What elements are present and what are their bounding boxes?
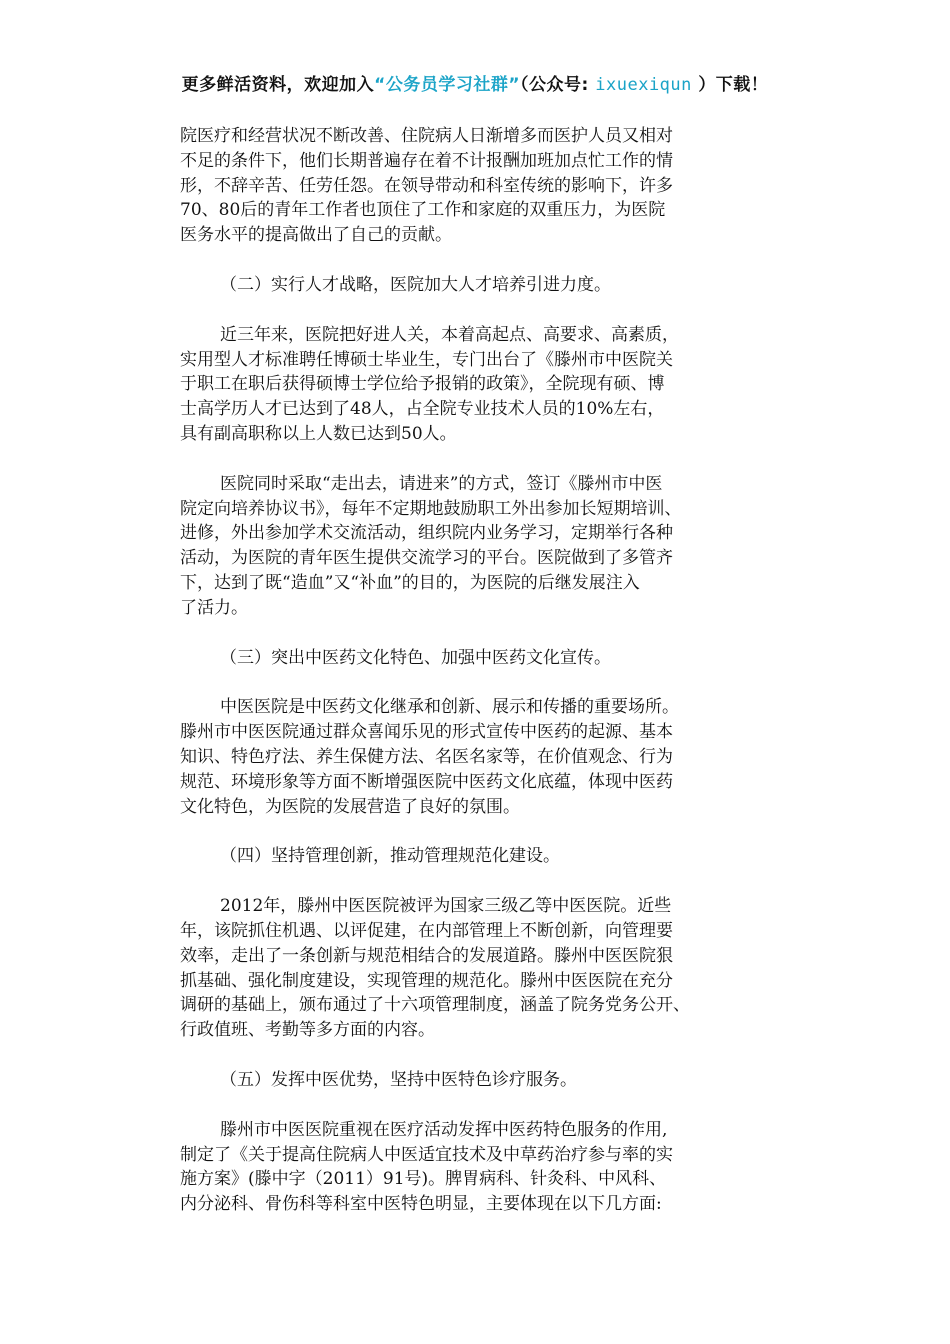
text-line: 制定了《关于提高住院病人中医适宜技术及中草药治疗参与率的实 xyxy=(180,1144,673,1165)
text-line: 院医疗和经营状况不断改善、住院病人日渐增多而医护人员又相对 xyxy=(180,126,673,146)
text-line: 于职工在职后获得硕博士学位给予报销的政策》，全院现有硕、博 xyxy=(180,374,665,395)
text-line: 70、80后的青年工作者也顶住了工作和家庭的双重压力，为医院 xyxy=(180,200,666,221)
text-line: 2012年，滕州中医医院被评为国家三级乙等中医医院。近些 xyxy=(220,896,672,917)
banner-prefix: 更多鲜活资料，欢迎加入 xyxy=(181,75,375,95)
text-line: 进修，外出参加学术交流活动，组织院内业务学习，定期举行各种 xyxy=(180,523,673,544)
text-line: 活动，为医院的青年医生提供交流学习的平台。医院做到了多管齐 xyxy=(180,548,673,569)
text-line: 知识、特色疗法、养生保健方法、名医名家等，在价值观念、行为 xyxy=(180,746,673,767)
text-line: 医院同时采取“走出去，请进来”的方式，签订《滕州市中医 xyxy=(220,473,663,494)
text-line: 院定向培养协议书》，每年不定期地鼓励职工外出参加长短期培训、 xyxy=(180,498,682,519)
text-line: 士高学历人才已达到了48人，占全院专业技术人员的10%左右， xyxy=(180,399,665,420)
text-line: 效率，走出了一条创新与规范相结合的发展道路。滕州中医医院狠 xyxy=(180,945,673,966)
text-line: 具有副高职称以上人数已达到50人。 xyxy=(180,423,457,444)
paragraph-continuation xyxy=(180,124,780,248)
text-line: 实用型人才标准聘任博硕士毕业生，专门出台了《滕州市中医院关 xyxy=(180,349,673,370)
section-heading-4: （四）坚持管理创新，推动管理规范化建设。 xyxy=(220,846,560,867)
section-heading-2: （二）实行人才战略，医院加大人才培养引进力度。 xyxy=(220,274,611,295)
text-line: 调研的基础上，颁布通过了十六项管理制度，涵盖了院务党务公开、 xyxy=(180,995,690,1016)
text-line: 了活力。 xyxy=(180,597,248,618)
text-line: 近三年来，医院把好进人关，本着高起点、高要求、高素质， xyxy=(220,324,679,345)
text-line: 施方案》(滕中字（2011）91号)。脾胃病科、针灸科、中风科、 xyxy=(180,1169,667,1190)
banner-suffix: ）下载！ xyxy=(698,75,769,95)
banner-group-name: “公务员学习社群” xyxy=(374,75,521,95)
section-heading-5: （五）发挥中医优势，坚持中医特色诊疗服务。 xyxy=(220,1069,577,1090)
paragraph xyxy=(180,894,780,1043)
text-line: 内分泌科、骨伤科等科室中医特色明显，主要体现在以下几方面: xyxy=(180,1194,662,1215)
text-line: 滕州市中医医院通过群众喜闻乐见的形式宣传中医药的起源、基本 xyxy=(180,722,673,743)
paragraph xyxy=(180,472,780,621)
text-line: 不足的条件下，他们长期普遍存在着不计报酬加班加点忙工作的情 xyxy=(180,150,673,171)
download-banner xyxy=(0,70,950,95)
banner-mid: （公众号: xyxy=(520,75,589,95)
text-line: 滕州市中医医院重视在医疗活动发挥中医药特色服务的作用, xyxy=(220,1119,668,1140)
text-line: 文化特色，为医院的发展营造了良好的氛围。 xyxy=(180,796,520,817)
paragraph xyxy=(180,323,780,447)
text-line: 下，达到了既“造血”又“补血”的目的，为医院的后继发展注入 xyxy=(180,572,640,593)
text-line: 中医医院是中医药文化继承和创新、展示和传播的重要场所。 xyxy=(220,697,679,718)
text-line: 年，该院抓住机遇、以评促建，在内部管理上不断创新，向管理要 xyxy=(180,920,673,941)
section-heading-3: （三）突出中医药文化特色、加强中医药文化宣传。 xyxy=(220,647,611,668)
document-body xyxy=(180,124,780,1242)
text-line: 行政值班、考勤等多方面的内容。 xyxy=(180,1020,435,1041)
banner-account-id: ixuexiqun xyxy=(595,75,692,95)
text-line: 抓基础、强化制度建设，实现管理的规范化。滕州中医医院在充分 xyxy=(180,970,673,991)
paragraph xyxy=(180,695,780,819)
paragraph xyxy=(180,1118,780,1217)
text-line: 医务水平的提高做出了自己的贡献。 xyxy=(180,225,452,246)
text-line: 形，不辞辛苦、任劳任怨。在领导带动和科室传统的影响下，许多 xyxy=(180,175,673,196)
text-line: 规范、环境形象等方面不断增强医院中医药文化底蕴，体现中医药 xyxy=(180,771,673,792)
